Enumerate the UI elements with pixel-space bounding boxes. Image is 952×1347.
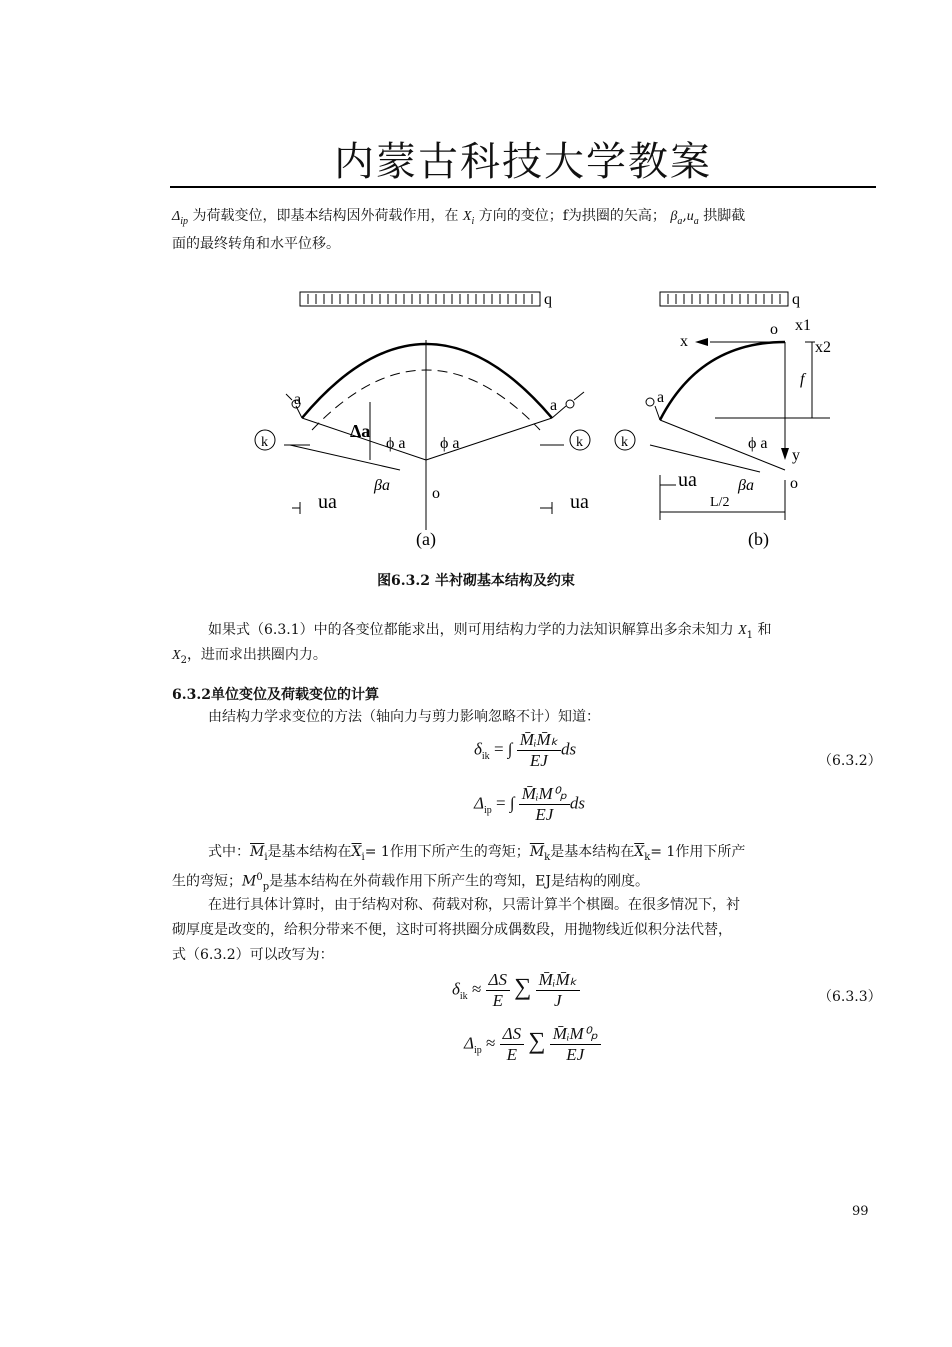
label-q-b: q [792,291,800,308]
eq2-lhs2: Δ [464,1033,474,1053]
delta-symbol: Δ [172,209,181,224]
eq1-lhs1-sub: ik [481,750,490,762]
subfigure-a-caption: (a) [416,529,436,549]
xk-sub: k [644,851,651,863]
eq2-fraca2-den: E [506,1045,518,1064]
section-heading: 6.3.2单位变位及荷载变位的计算 [172,687,379,703]
label-beta-a-b: βa [738,477,754,494]
para3-t1: 是基本结构在 [267,844,352,860]
label-o-b2: o [790,475,798,492]
eq2-frac1 [536,970,580,1011]
eq2-num1: M̄ᵢM̄ₖ [536,970,580,991]
para4-line-3: 式（6.3.2）可以改写为： [172,947,334,963]
eq2-op2: ≈ [486,1033,496,1053]
subfigure-b-caption: (b) [748,529,769,549]
mi-sub: i [264,851,268,863]
hinge-right-a [566,400,574,408]
figure-arch-diagram [240,280,860,560]
para3-eq2: = 1 [650,844,676,860]
eq2-fraca2 [500,1024,524,1065]
mp-sup: 0 [256,872,263,883]
eq2-sum1: ∑ [514,974,532,1001]
mk-symbol: $\overline{M}$ [529,844,545,860]
eq1-lhs2-sub: ip [483,804,492,816]
header-rule [170,186,876,188]
intro-text-2: 方向的变位；f为拱圈的矢高； [478,208,666,224]
eq1-num1: M̄ᵢM̄ₖ [517,730,561,751]
para3-eq1: = 1 [364,844,390,860]
para4-line-2: 砌厚度是改变的，给积分带来不便，这时可将拱圈分成偶数段，用抛物线近似积分法代替， [172,922,732,938]
para2: 由结构力学求变位的方法（轴向力与剪力影响忽略不计）知道： [208,709,600,725]
label-ua-right: ua [570,491,589,513]
xk-symbol: $\overline{X}$ [634,844,645,860]
para3-prefix: 式中： [208,844,250,860]
label-beta-a: βa [374,477,390,494]
xi-sub: i [361,851,365,863]
mi-symbol: $\overline{M}$ [250,844,265,860]
eq2-fraca2-num: ΔS [500,1024,524,1045]
label-ua-b: ua [678,469,697,491]
x2-symbol: X [172,648,181,663]
eq2-frac2 [550,1024,601,1065]
rotated-line-a [290,445,400,470]
label-delta-a: Δa [350,421,371,441]
label-phi-a-b: ϕ a [748,435,768,452]
intro-text-3: 拱脚截 [703,208,746,224]
x-arrowhead [695,338,708,346]
eq1-num2: M̄ᵢM⁰ₚ [519,784,570,805]
x-sub: i [471,215,475,227]
intro-text-1: 为荷载变位，即基本结构因外荷载作用，在 [192,208,459,224]
label-k-left: k [261,435,268,450]
eq2-den1: J [553,991,562,1010]
para1-and: 和 [757,622,772,638]
load-ticks-a [308,294,532,304]
xi-symbol: $\overline{X}$ [351,844,362,860]
u-symbol: u [686,209,694,224]
label-x1: x1 [795,317,811,334]
eq1-frac2 [519,784,570,825]
u-sub: a [693,215,699,227]
label-k-right: k [576,435,583,450]
para3-t2: 作用下所产生的弯矩； [389,844,530,860]
mp-sub: p [262,881,270,893]
intro-line-2: 面的最终转角和水平位移。 [172,236,340,252]
label-o-a: o [432,485,440,502]
para3-line2-b: 是基本结构在外荷载作用下所产生的弯知，EJ是结构的刚度。 [269,873,649,890]
para1-text-2: ，进而求出拱圈内力。 [186,647,327,663]
eq1-frac1 [517,730,561,771]
label-l2: L/2 [710,495,730,510]
load-ticks-b [668,294,780,304]
figure-caption: 图6.3.2 半衬砌基本结构及约束 [377,573,575,589]
eq1-den2: EJ [535,805,554,824]
eq1-tail1: ds [560,739,577,759]
mk-sub: k [544,851,551,863]
eq2-num2: M̄ᵢM⁰ₚ [550,1024,601,1045]
equation-delta-ip [474,784,585,825]
equation-delta-ik-approx [452,970,580,1011]
arch-a [302,344,552,418]
arch-b [660,342,785,420]
eq1-den1: EJ [529,751,548,770]
eq1-lhs2: Δ [474,793,484,813]
eq2-lhs2-sub: ip [473,1044,482,1056]
eq2-den2: EJ [566,1045,585,1064]
eq2-fraca1-den: E [492,991,503,1010]
label-x: x [680,333,688,350]
x1-sub: 1 [746,629,754,641]
x-symbol: X [462,209,472,224]
eq2-sum2: ∑ [528,1028,546,1055]
para3-t4: 作用下所产 [675,844,746,860]
beta-sub: a [677,215,683,227]
eq2-lhs1: δ [452,979,460,999]
para1-line-2 [172,643,327,673]
delta-sub: ip [180,215,188,227]
equation-delta-ik [474,730,576,771]
eq2-fraca1 [486,970,510,1011]
mp-symbol: M [242,873,257,890]
label-x2: x2 [815,339,831,356]
para1-text-1: 如果式（6.3.1）中的各变位都能求出，则可用结构力学的力法知识解算出多余未知力 [208,622,734,638]
eq2-op1: ≈ [471,979,482,999]
eq-number-633: （6.3.3） [818,989,882,1005]
beta-symbol: β [670,209,678,224]
equation-delta-ip-approx [464,1024,601,1065]
eq1-op2: = ∫ [496,793,515,813]
label-f: f [800,371,805,388]
label-y: y [792,447,800,464]
y-arrowhead [781,448,789,460]
eq1-lhs1: δ [474,739,482,759]
x1-symbol: X [738,623,747,638]
para3-line2-a: 生的弯短； [172,873,242,890]
para3-t3: 是基本结构在 [550,844,635,860]
eq2-lhs1-sub: ik [459,990,468,1002]
label-phi-a-left: ϕ a [386,435,406,452]
label-a-right: a [550,397,558,414]
eq1-tail2: ds [569,793,585,813]
label-a-left: a [294,391,302,408]
label-o-b: o [770,321,778,338]
page-header-title: 内蒙古科技大学教案 [334,139,712,185]
label-phi-a-right: ϕ a [440,435,460,452]
hinge-b [646,398,654,406]
label-a-b: a [657,389,665,406]
intro-line-1: $\Delta_{ip}$ 为荷载变位，即基本结构因外荷载作用，在 $X_i$ 方向的变位；f为拱圈的矢高； $\beta_a,u_a$ 拱脚截 [172,208,746,227]
eq-number-632: （6.3.2） [818,753,882,769]
label-ua-left: ua [318,491,337,513]
label-q-a: q [544,291,552,308]
page-number: 99 [852,1204,869,1219]
eq2-fraca1-num: ΔS [486,970,510,991]
eq1-op1: = ∫ [493,739,513,759]
x2-sub: 2 [180,654,187,666]
label-k-b: k [621,435,628,450]
para4-line-1: 在进行具体计算时，由于结构对称、荷载对称，只需计算半个棋圈。在很多情况下，衬 [208,897,740,913]
